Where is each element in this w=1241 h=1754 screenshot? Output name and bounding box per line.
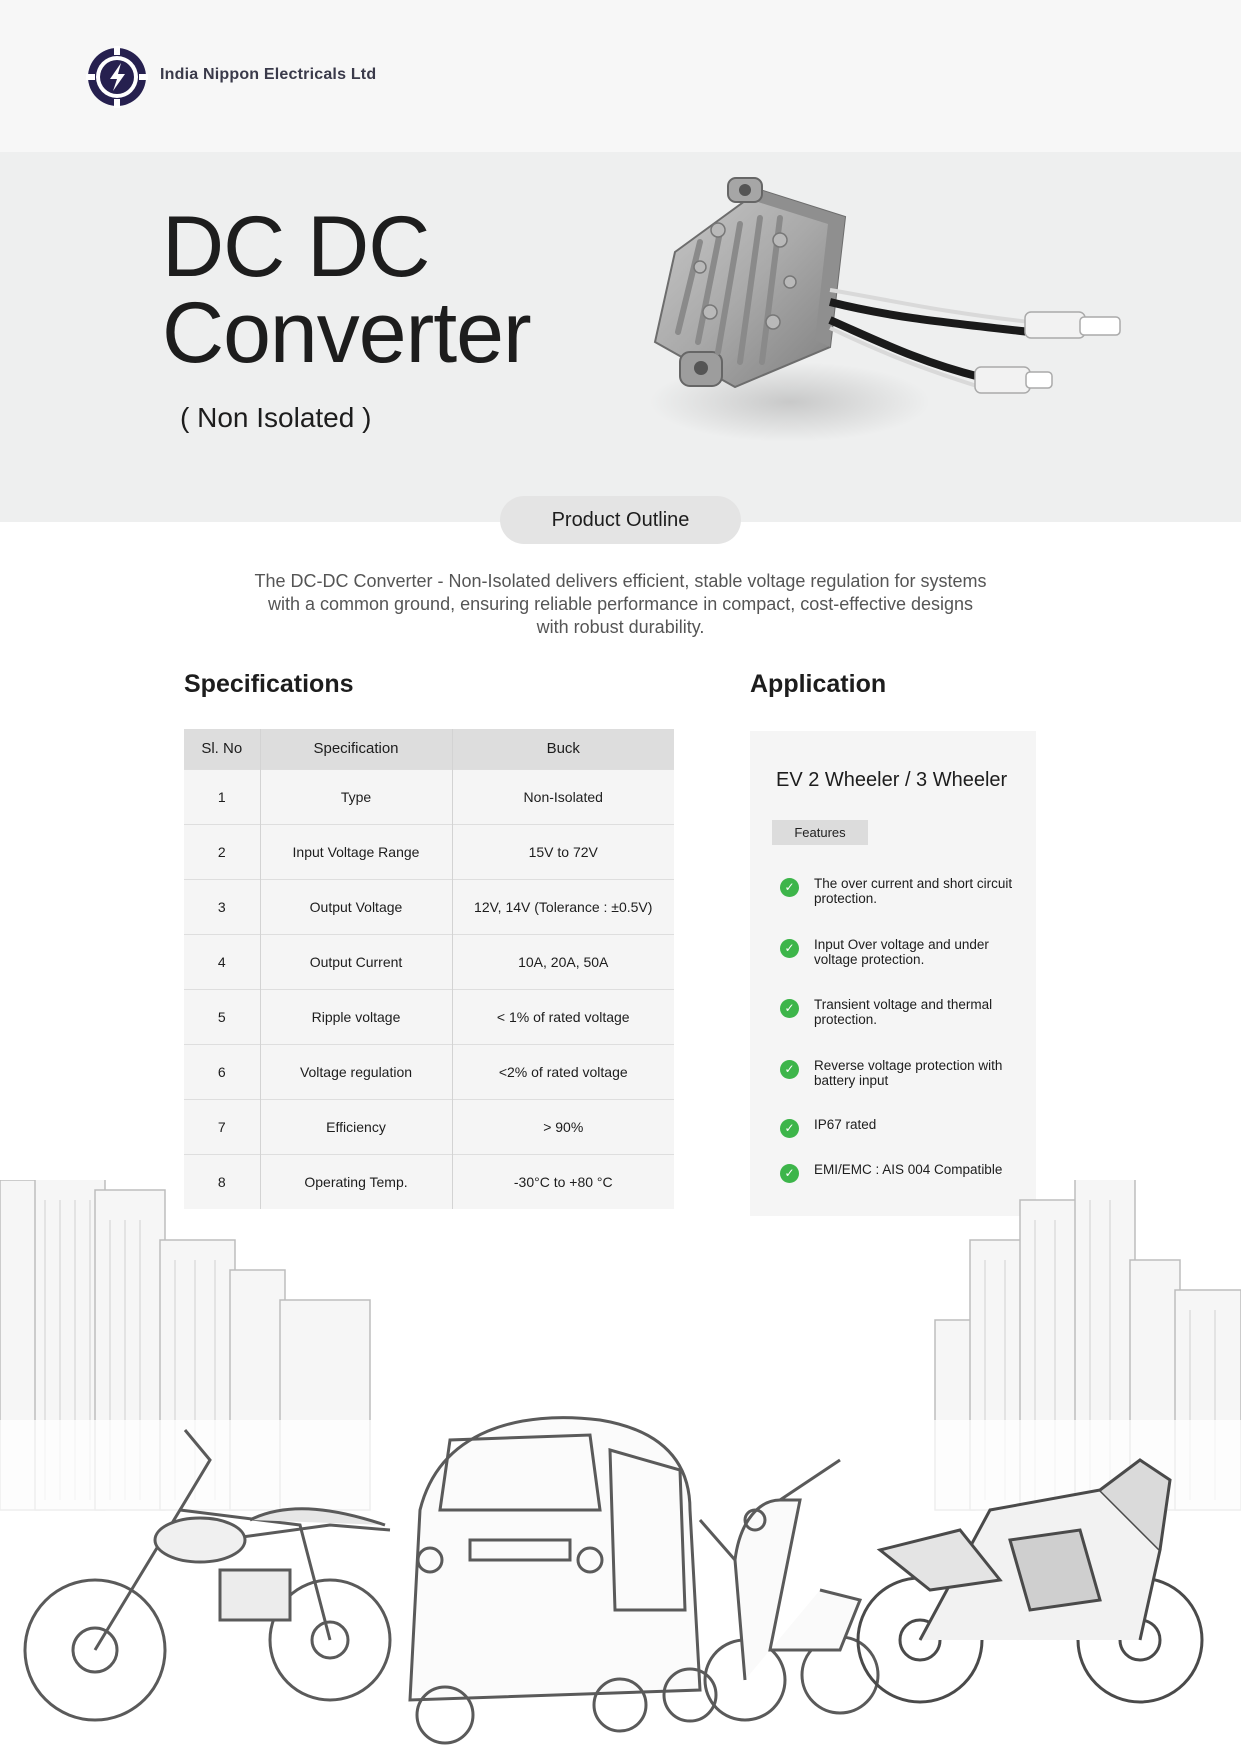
title-line-1: DC DC (162, 199, 430, 295)
feature-text: EMI/EMC : AIS 004 Compatible (814, 1162, 1003, 1177)
cell-no: 8 (184, 1154, 260, 1209)
application-heading: Application (750, 670, 887, 698)
application-title: EV 2 Wheeler / 3 Wheeler (776, 769, 1008, 791)
company-name: India Nippon Electricals Ltd (160, 66, 377, 83)
cell-no: 4 (184, 934, 260, 989)
check-icon: ✓ (780, 878, 799, 897)
column-header-sl-no: Sl. No (184, 729, 260, 769)
cell-spec: Voltage regulation (260, 1044, 452, 1099)
cell-value: < 1% of rated voltage (452, 989, 674, 1044)
title-line-2: Converter (162, 285, 531, 381)
product-image (640, 172, 1160, 472)
table-row (184, 989, 674, 1044)
page-subtitle: ( Non Isolated ) (180, 402, 372, 433)
cell-no: 2 (184, 824, 260, 879)
check-icon: ✓ (780, 939, 799, 958)
table-row (184, 934, 674, 989)
cell-no: 5 (184, 989, 260, 1044)
feature-item (780, 937, 1026, 967)
cell-value: 12V, 14V (Tolerance : ±0.5V) (452, 879, 674, 934)
page-title (162, 199, 531, 381)
cell-spec: Output Voltage (260, 879, 452, 934)
feature-text: Reverse voltage protection with battery input (814, 1058, 1003, 1088)
feature-text: Input Over voltage and under voltage protection. (814, 937, 989, 967)
check-icon: ✓ (780, 1164, 799, 1183)
feature-text: The over current and short circuit protection. (814, 876, 1013, 906)
feature-item (780, 1117, 1026, 1138)
table-header-row (184, 729, 674, 769)
product-description: The DC-DC Converter - Non-Isolated delivers efficient, stable voltage regulation for systems with a common ground, ensuring reliable performance in compact, cost-effective designs with robust durability. (254, 571, 987, 637)
column-header-specification: Specification (260, 729, 452, 769)
cell-spec: Type (260, 769, 452, 824)
column-header-buck: Buck (452, 729, 674, 769)
specifications-table (184, 729, 674, 1209)
feature-text: Transient voltage and thermal protection. (814, 997, 993, 1027)
cell-no: 6 (184, 1044, 260, 1099)
feature-text: IP67 rated (814, 1117, 877, 1132)
cell-value: > 90% (452, 1099, 674, 1154)
feature-item (780, 997, 1026, 1027)
check-icon: ✓ (780, 999, 799, 1018)
cell-spec: Operating Temp. (260, 1154, 452, 1209)
feature-item (780, 876, 1026, 906)
check-icon: ✓ (780, 1060, 799, 1079)
features-badge: Features (772, 820, 868, 845)
cell-value: Non-Isolated (452, 769, 674, 824)
feature-item (780, 1058, 1026, 1088)
table-row (184, 879, 674, 934)
cell-no: 1 (184, 769, 260, 824)
cell-spec: Output Current (260, 934, 452, 989)
application-card (750, 731, 1036, 1216)
cell-value: 10A, 20A, 50A (452, 934, 674, 989)
cell-spec: Ripple voltage (260, 989, 452, 1044)
table-row (184, 769, 674, 824)
cell-value: 15V to 72V (452, 824, 674, 879)
product-outline-badge: Product Outline (500, 496, 741, 544)
check-icon: ✓ (780, 1119, 799, 1138)
cell-no: 7 (184, 1099, 260, 1154)
lightning-bolt-icon (86, 46, 148, 108)
vehicles-cityscape-illustration (0, 1180, 1241, 1754)
table-row (184, 1099, 674, 1154)
table-row (184, 824, 674, 879)
table-row (184, 1044, 674, 1099)
cell-value: <2% of rated voltage (452, 1044, 674, 1099)
cell-spec: Input Voltage Range (260, 824, 452, 879)
specifications-heading: Specifications (184, 670, 354, 698)
cell-spec: Efficiency (260, 1099, 452, 1154)
cell-no: 3 (184, 879, 260, 934)
cell-value: -30°C to +80 °C (452, 1154, 674, 1209)
